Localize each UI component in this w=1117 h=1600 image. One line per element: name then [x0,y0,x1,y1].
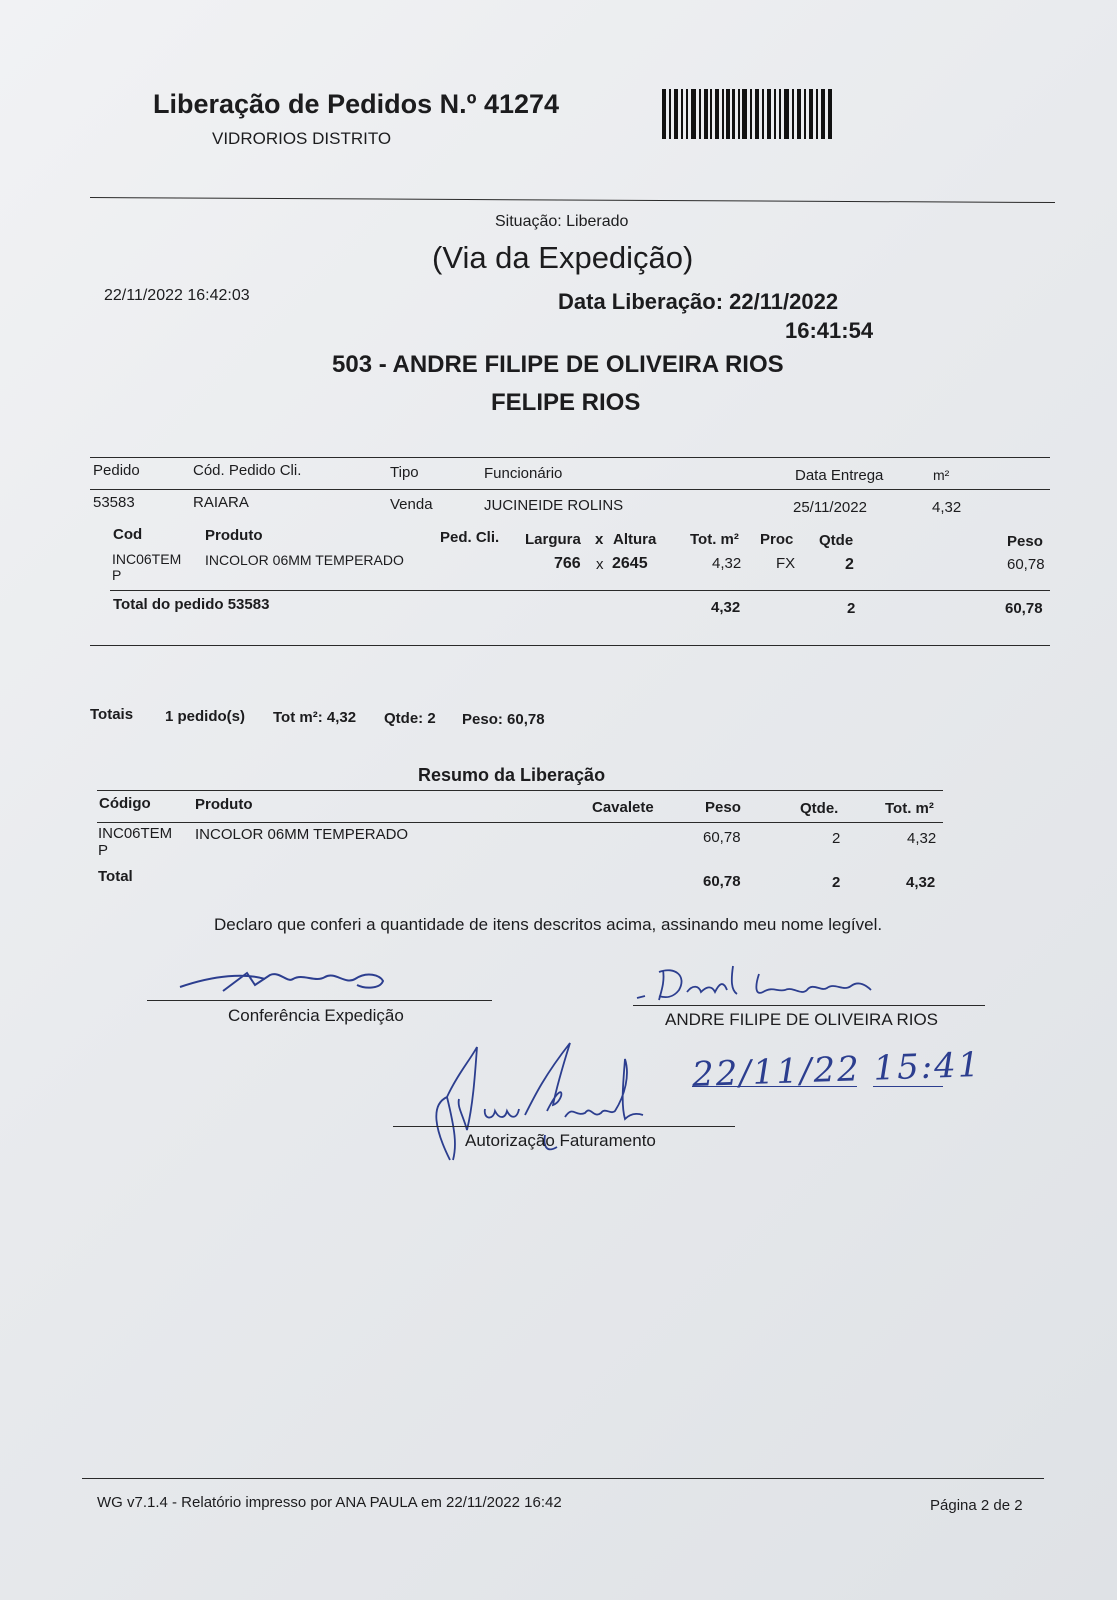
item-col-largura: Largura [525,531,581,548]
row-data-entrega: 25/11/2022 [793,499,867,516]
col-cod-pedido-cli: Cód. Pedido Cli. [193,462,302,479]
item-col-ped-cli: Ped. Cli. [440,529,500,546]
conferencia-signature-line [147,1000,492,1001]
printed-timestamp: 22/11/2022 16:42:03 [104,287,250,304]
item-peso: 60,78 [1007,556,1045,573]
client-nickname: FELIPE RIOS [491,389,641,416]
col-pedido: Pedido [93,462,140,479]
order-total-label: Total do pedido 53583 [113,596,270,613]
item-col-tot-m2: Tot. m² [690,531,739,548]
summary-total-label: Total [98,868,133,885]
status-text: Situação: Liberado [495,213,629,230]
summary-tot-m2: 4,32 [907,830,937,847]
handwritten-date: 22/11/22 15:41 [691,1044,983,1096]
footer-rule [82,1478,1044,1479]
summary-codigo: INC06TEM [98,825,173,842]
item-col-peso: Peso [1007,533,1043,550]
order-table-top-rule [90,457,1050,458]
col-funcionario: Funcionário [484,465,563,482]
summary-title: Resumo da Liberação [418,765,606,785]
footer-printed-by: WG v7.1.4 - Relatório impresso por ANA PAULA em 22/11/2022 16:42 [97,1494,562,1511]
item-col-cod: Cod [113,526,143,543]
row-funcionario: JUCINEIDE ROLINS [484,497,624,514]
item-produto: INCOLOR 06MM TEMPERADO [205,552,404,568]
summary-col-produto: Produto [195,796,253,813]
item-col-qtde: Qtde [819,532,854,549]
summary-col-tot-m2: Tot. m² [885,800,934,817]
row-m2: 4,32 [932,499,962,516]
summary-qtde: 2 [832,830,841,847]
summary-col-peso: Peso [705,799,741,816]
conferencia-label: Conferência Expedição [228,1006,404,1025]
summary-peso: 60,78 [703,829,741,846]
totals-peso: Peso: 60,78 [462,711,545,728]
summary-col-cavalete: Cavalete [592,799,654,816]
client-signatory-name: ANDRE FILIPE DE OLIVEIRA RIOS [665,1010,939,1029]
row-tipo: Venda [390,496,433,513]
page-number: Página 2 de 2 [930,1497,1023,1514]
release-time: 16:41:54 [785,318,874,343]
col-m2: m² [933,467,950,483]
declaration-text: Declaro que conferi a quantidade de itens descritos acima, assinando meu nome legível. [214,915,883,934]
document-title: Liberação de Pedidos N.º 41274 [153,89,560,119]
row-pedido: 53583 [93,494,135,511]
item-cod: INC06TEM [112,551,182,567]
company-name: VIDRORIOS DISTRITO [212,129,392,148]
totals-qtde: Qtde: 2 [384,710,436,727]
item-largura: 766 [554,555,581,572]
autorizacao-signature-line [393,1126,735,1127]
order-total-peso: 60,78 [1005,600,1043,617]
item-altura: 2645 [612,555,648,572]
totals-label: Totais [90,706,134,723]
summary-total-qtde: 2 [832,874,841,891]
summary-total-tot-m2: 4,32 [906,874,936,891]
client-name: 503 - ANDRE FILIPE DE OLIVEIRA RIOS [332,351,784,378]
summary-col-codigo: Código [99,795,151,812]
item-tot-m2: 4,32 [712,555,742,572]
barcode [662,89,832,139]
item-total-rule [110,590,1050,591]
col-data-entrega: Data Entrega [795,467,884,484]
totals-m2: Tot m²: 4,32 [273,709,357,726]
order-total-m2: 4,32 [711,599,741,616]
item-proc: FX [776,555,796,572]
handwritten-date-underline [692,1086,857,1087]
col-tipo: Tipo [390,464,419,481]
order-table-bottom-rule [90,645,1050,646]
item-col-altura: Altura [613,531,657,548]
totals-pedidos: 1 pedido(s) [165,708,246,725]
order-table-header-rule [90,489,1050,490]
item-col-proc: Proc [760,531,794,548]
via-title: (Via da Expedição) [432,240,694,275]
item-x: x [596,556,604,573]
item-cod-continued: P [112,567,122,583]
summary-total-peso: 60,78 [703,873,741,890]
item-col-produto: Produto [205,527,263,544]
release-date: Data Liberação: 22/11/2022 [558,289,839,314]
conferencia-signature [175,965,395,995]
handwritten-time-underline [873,1086,943,1087]
item-qtde: 2 [845,556,854,573]
autorizacao-label: Autorização Faturamento [465,1131,656,1150]
client-signature [635,962,885,1007]
summary-produto: INCOLOR 06MM TEMPERADO [195,826,409,843]
summary-codigo-continued: P [98,842,109,859]
item-col-x: x [595,531,604,548]
order-total-qtde: 2 [847,600,856,617]
header-divider [90,197,1055,203]
summary-header-rule [97,822,943,823]
row-cod-pedido-cli: RAIARA [193,494,249,511]
summary-col-qtde: Qtde. [800,800,839,817]
summary-top-rule [97,790,943,791]
client-signature-line [633,1005,985,1006]
